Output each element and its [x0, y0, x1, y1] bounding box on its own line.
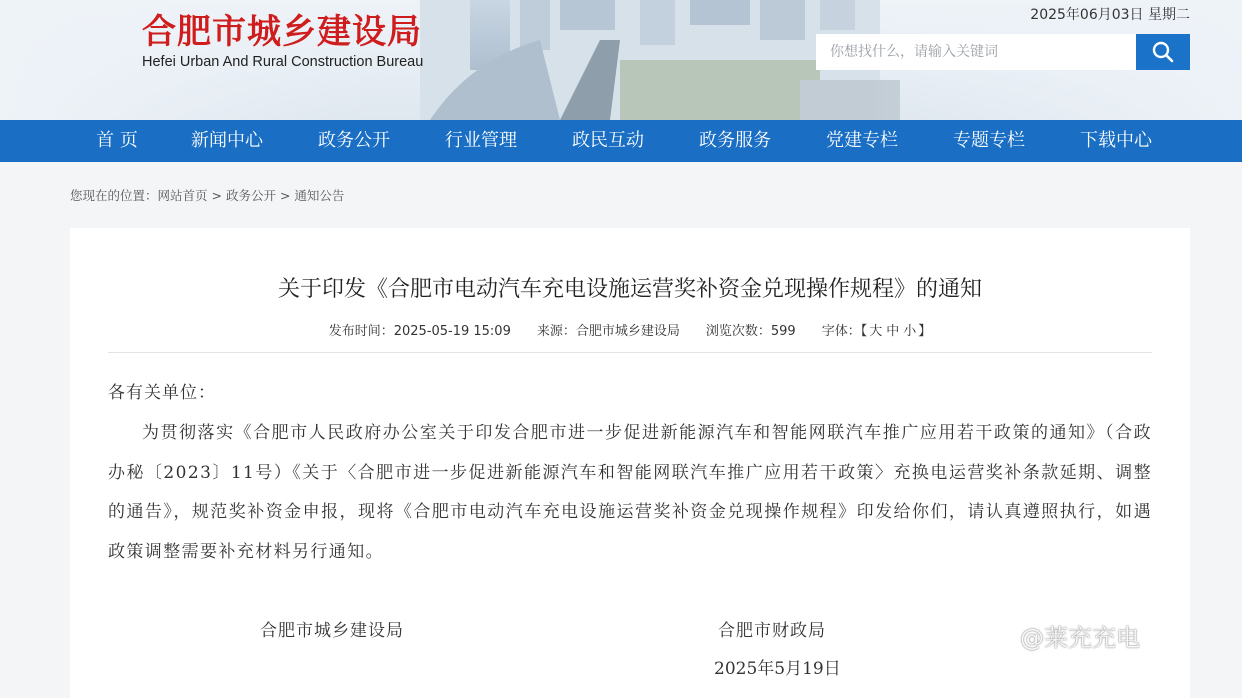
- site-logo-cn[interactable]: 合肥市城乡建设局: [142, 12, 422, 52]
- breadcrumb: [70, 186, 344, 204]
- breadcrumb-notices[interactable]: 通知公告: [294, 188, 345, 203]
- meta-divider: [108, 352, 1152, 353]
- nav-item-services[interactable]: 政务服务: [699, 130, 771, 151]
- breadcrumb-separator: >: [207, 188, 226, 203]
- breadcrumb-gov-affairs[interactable]: 政务公开: [225, 188, 276, 203]
- font-medium-button[interactable]: 中: [886, 324, 900, 339]
- nav-item-industry[interactable]: 行业管理: [445, 130, 517, 151]
- nav-item-news[interactable]: 新闻中心: [191, 130, 263, 151]
- main-nav: [0, 120, 1242, 162]
- signature-right: 合肥市财政局: [718, 621, 826, 641]
- site-logo-en: Hefei Urban And Rural Construction Bureau: [142, 54, 424, 70]
- site-header: [0, 0, 1242, 120]
- font-small-button[interactable]: 小: [903, 324, 917, 339]
- nav-item-party[interactable]: 党建专栏: [826, 130, 898, 151]
- article-source: 来源：合肥市城乡建设局: [536, 324, 680, 339]
- search-icon: [1151, 40, 1175, 64]
- search-button[interactable]: [1136, 34, 1190, 70]
- article-meta: [70, 320, 1190, 339]
- search-input[interactable]: [816, 34, 1136, 70]
- breadcrumb-home[interactable]: 网站首页: [157, 188, 208, 203]
- view-count: 浏览次数：599: [705, 324, 796, 339]
- publish-time: 发布时间：2025-05-19 15:09: [328, 324, 511, 339]
- breadcrumb-separator: >: [275, 188, 295, 203]
- font-size-label: 字体：: [821, 324, 861, 339]
- nav-item-interaction[interactable]: 政民互动: [572, 130, 644, 151]
- nav-item-topics[interactable]: 专题专栏: [953, 130, 1025, 151]
- font-bracket-close: 】: [918, 324, 932, 339]
- signature-date: 2025年5月19日: [714, 659, 841, 679]
- watermark: [1020, 618, 1140, 653]
- breadcrumb-prefix: 您现在的位置：: [70, 188, 158, 203]
- article-title: 关于印发《合肥市电动汽车充电设施运营奖补资金兑现操作规程》的通知: [277, 277, 982, 302]
- nav-item-home[interactable]: 首 页: [96, 130, 138, 151]
- font-large-button[interactable]: 大: [869, 324, 883, 339]
- font-bracket-open: 【: [860, 324, 868, 339]
- nav-item-downloads[interactable]: 下载中心: [1080, 130, 1152, 151]
- signature-left: 合肥市城乡建设局: [260, 621, 404, 641]
- article-salutation: 各有关单位：: [108, 383, 216, 403]
- nav-item-gov-affairs[interactable]: 政务公开: [318, 130, 390, 151]
- article-paragraph: 为贯彻落实《合肥市人民政府办公室关于印发合肥市进一步促进新能源汽车和智能网联汽车推广应用若干政策的通知》（合政办秘〔2023〕11号）《关于〈合肥市进一步促进新能源汽车和智能网联汽车推广应用若干政策〉充换电运营奖补条款延期、调整的通告》，规范奖补资金申报，现将《合肥市电动汽车充电设施运营奖补资金兑现操作规程》印发给你们，请认真遵照执行，如遇政策调整需要补充材料另行通知。: [108, 423, 1152, 562]
- current-date: 2025年06月03日 星期二: [1030, 7, 1190, 23]
- watermark-text: @莱充充电: [1020, 624, 1140, 652]
